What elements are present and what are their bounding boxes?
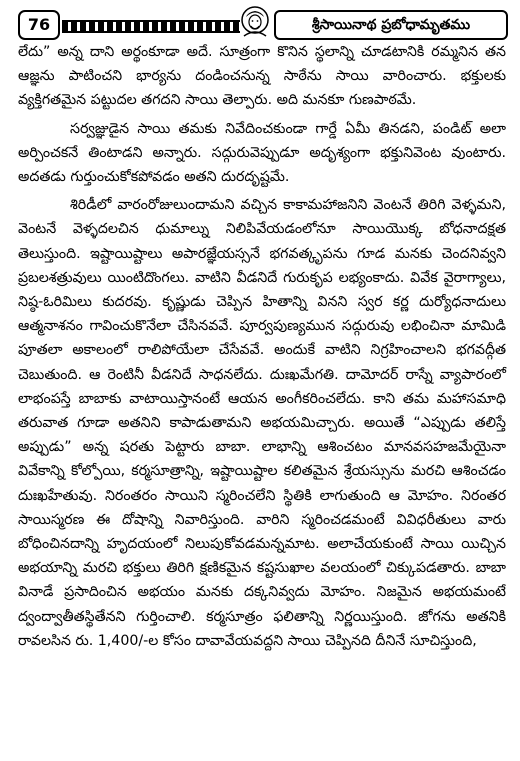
paragraph: సర్వజ్ఞుడైన సాయి తమకు నివేదించకుండా గార్డే ఏమీ తినడని, పండిట్ అలా అర్పించకనే తింటాడని అన్నారు. సద్గురువెప్పుడూ అదృశ్యంగా భక్తునివెంట వుంటారు. అదతడు గుర్తుంచుకోకపోవడం అతని దురదృష్టమే. — [18, 120, 506, 186]
decorative-rule — [62, 20, 240, 33]
page-number: 76 — [18, 10, 60, 40]
paragraph: లేదు” అన్న దాని అర్థంకూడా అదే. సూత్రంగా కొనిన స్థలాన్ని చూడటానికి రమ్మనిన తన ఆజ్ఞను పాటించని భార్యను దండించనున్న సాఠేను సాయి వారించారు. భక్తులకు వ్యక్తిగతమైన పట్టుదల తగదని సాయి తెల్పారు. అది మనకూ గుణపాఠమే. — [18, 44, 506, 109]
sai-baba-portrait-icon — [240, 6, 270, 38]
page-body — [18, 40, 506, 653]
page-header — [12, 6, 508, 40]
paragraph: శిరిడీలో వారంరోజులుందామని వచ్చిన కాకామహాజనిని వెంటనే తిరిగి వెళ్ళమని, వెంటనే వెళ్ళదలచిన ధుమాల్ను నిలిపివేయడంలోనూ సాయియొక్క బోధనాదక్షత తెలుస్తుంది. ఇష్టాయిష్టాలు అపారజ్ఞేయస్సనే భగవత్కృపను గూడ మనకు చెందనివ్వని ప్రబలశత్రువులు యింటిదొంగలు. వాటిని వీడనిదే గురుకృప లభ్యంకాదు. వివేక వైరాగ్యాలు, నిష్ఠ-ఓరిమిలు కుదరవు. కృష్ణుడు చెప్పిన హితాన్ని వినని స్వర కర్ణ దుర్యోధనాదులు ఆత్మనాశనం గావించుకొనేలా చేసినవవే. పూర్వపుణ్యమున సద్గురువు లభించినా మామిడి పూతలా అకాలంలో రాలిపోయేలా చేసేవవే. అందుకే వాటిని నిగ్రహించాలని భగవద్గీత చెబుతుంది. ఆ రెంటినీ వీడనిదే సాధనలేదు. దుఃఖమేగతి. దామోదర్ రాస్నే వ్యాపారంలో లాభంపస్తే బాబాకు వాటాయిస్తానంటే ఆయన అంగీకరించలేదు. కాని తమ మహాసమాధి తరువాత గూడా అతనిని కాపాడుతామని అభయమిచ్చారు. అయితే “ఎప్పుడు తలిస్తే అప్పుడు” అన్న షరతు పెట్టారు బాబా. లాభాన్ని ఆశించటం మానవసహజమేయైనా వివేకాన్ని కోల్పోయి, కర్మసూత్రాన్ని, ఇష్టాయిష్టాల కలితమైన శ్రేయస్సును మరచి ఆశించడం దుఃఖహేతువు. నిరంతరం సాయిని స్మరించలేని స్థితికి లాగుతుంది ఆ మోహం. నిరంతర సాయిస్మరణ ఈ దోషాన్ని నివారిస్తుంది. వారిని స్మరించడమంటే వివిధరీతులు వారు బోధించినదాన్ని హృదయంలో నిలుపుకోవడమన్నమాట. అలాచేయకుంటే సాయి యిచ్చిన అభయాన్ని మరచి భక్తులు తిరిగి క్షణికమైన కష్టసుఖాల వలయంలో చిక్కుపడతారు. బాబా వినాడే ప్రసాదించిన అభయం మనకు దక్కనివ్వదు మోహం. నిజమైన అభయమంటే ద్వంద్వాతీతస్థితేనని గుర్తించాలి. కర్మసూత్రం ఫలితాన్ని నిర్ణయిస్తుంది. జోగను అతనికి రావలసిన రు. 1,400/-ల కోసం దావావేయవద్దని సాయి చెప్పినది దీనినే సూచిస్తుంది, — [18, 197, 506, 649]
running-title: శ్రీసాయినాథ ప్రబోధామృతము — [274, 10, 508, 40]
